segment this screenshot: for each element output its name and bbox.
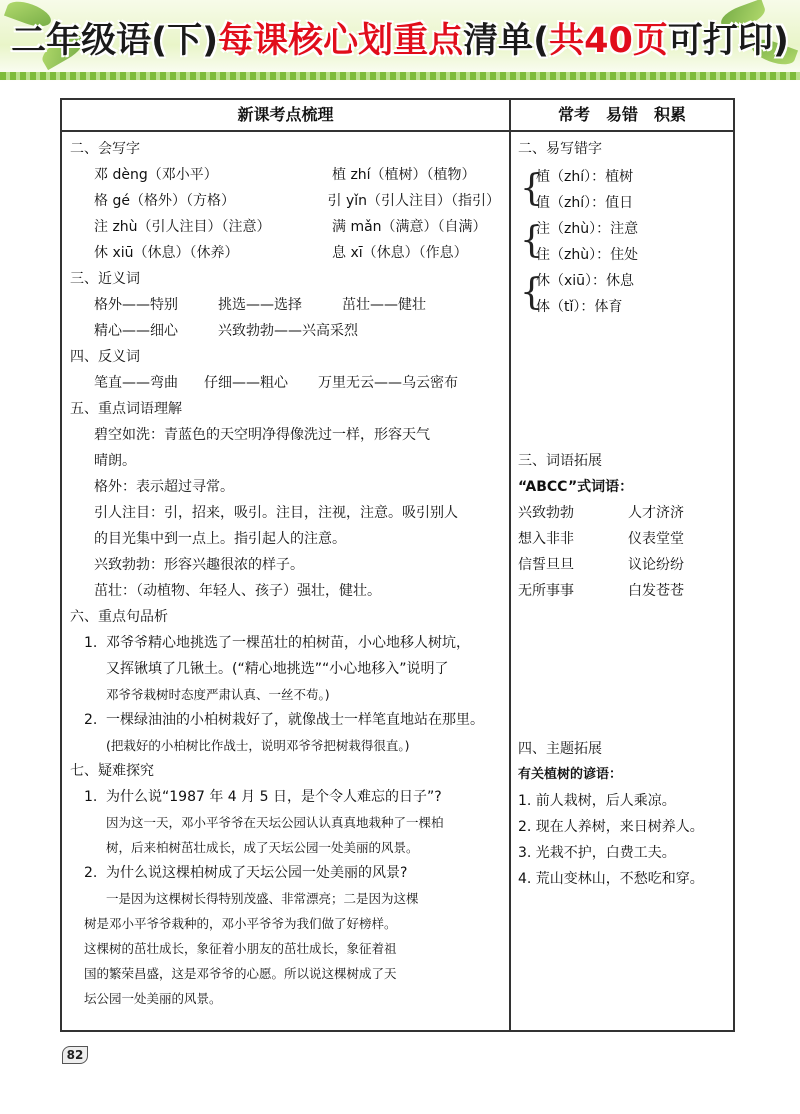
item-number: 2. [84,712,98,728]
grass-decoration [0,72,800,80]
section-title: 三、近义词 [70,271,140,287]
char-entry: 植 zhí（植树）（植物） [332,167,476,183]
list-item [518,578,730,604]
section-title: 五、重点词语理解 [70,401,182,417]
column-divider [509,130,511,1030]
item-number: 2. [84,865,98,881]
sentence-item [70,630,500,656]
answer-text: 坛公园一处美丽的风景。 [84,991,222,1006]
table-header-left: 新课考点梳理 [62,100,511,132]
spacer [518,320,730,448]
answer-text: 树是邓小平爷爷栽种的，邓小平爷爷为我们做了好榜样。 [84,916,397,931]
title-banner [0,0,800,82]
proverb-item: 2. 现在人养树，来日树养人。 [518,819,704,835]
item-number: 1. [84,635,98,651]
antonym: 万里无云——乌云密布 [318,375,458,391]
antonym: 笔直——弯曲 [94,375,178,391]
section-title: 六、重点句品析 [70,609,168,625]
title-part: 每课核心划重点 [218,21,464,61]
confusable-char: 植（zhí）：植树 [536,169,634,185]
subsection-title: 有关植树的谚语： [518,767,623,782]
left-column [70,136,500,1011]
notes-table [60,98,735,1032]
char-entry: 格 gé（格外）（方格） [94,193,235,209]
synonym: 挑选——选择 [218,297,302,313]
word-explanation: 晴朗。 [94,453,136,469]
title-part: 清单( [463,21,550,61]
abcc-word: 人才济济 [628,505,684,521]
section-title: 三、词语拓展 [518,453,602,469]
char-entry: 注 zhù（引人注目）（注意） [94,219,271,235]
list-item [518,552,730,578]
answer-text: 树，后来柏树茁壮成长，成了天坛公园一处美丽的风景。 [106,840,419,855]
confusable-char: 值（zhí）：值日 [536,195,634,211]
word-explanation: 茁壮：（动植物、年轻人、孩子）强壮，健壮。 [94,583,381,599]
question-item [70,860,500,886]
list-item [70,188,500,214]
answer-text: 这棵树的茁壮成长，象征着小朋友的茁壮成长，象征着祖 [84,941,397,956]
confusable-char: 注（zhù）：注意 [536,221,639,237]
subsection-title: “ABCC”式词语： [518,479,634,495]
spacer [518,604,730,736]
answer-text: 一是因为这棵树长得特别茂盛、非常漂亮；二是因为这棵 [106,891,419,906]
title-part: 二年级语(下) [11,21,219,61]
abcc-word: 议论纷纷 [628,557,684,573]
abcc-word: 想入非非 [518,531,574,547]
confusable-pair [518,216,730,268]
question-text: 为什么说这棵柏树成了天坛公园一处美丽的风景? [106,865,408,881]
list-item [70,292,500,318]
list-item [518,526,730,552]
abcc-word: 兴致勃勃 [518,505,574,521]
proverb-item: 4. 荒山变林山，不愁吃和穿。 [518,871,704,887]
char-entry: 休 xiū（休息）（休养） [94,245,239,261]
item-number: 1. [84,789,98,805]
right-column [518,136,730,892]
list-item [518,500,730,526]
word-explanation: 引人注目：引，招来，吸引。注目，注视，注意。吸引别人 [94,505,458,521]
answer-text: 国的繁荣昌盛，这是邓爷爷的心愿。所以说这棵树成了天 [84,966,397,981]
char-entry: 满 mǎn（满意）（自满） [332,219,487,235]
word-explanation: 碧空如洗：青蓝色的天空明净得像洗过一样，形容天气 [94,427,430,443]
brace-icon: { [520,272,543,313]
section-title: 二、会写字 [70,141,140,157]
synonym: 精心——细心 [94,323,178,339]
brace-icon: { [520,168,543,209]
confusable-char: 住（zhù）：住处 [536,247,639,263]
sentence-text: 邓爷爷精心地挑选了一棵茁壮的柏树苗，小心地移人树坑， [106,635,470,651]
sentence-text: 一棵绿油油的小柏树栽好了，就像战士一样笔直地站在那里。 [106,712,484,728]
abcc-word: 信誓旦旦 [518,557,574,573]
synonym: 茁壮——健壮 [342,297,426,313]
confusable-char: 休（xiū）：休息 [536,273,635,289]
table-header-right: 常考 易错 积累 [511,100,733,132]
list-item [70,162,500,188]
synonym: 兴致勃勃——兴高采烈 [218,323,358,339]
proverb-item: 3. 光栽不护，白费工夫。 [518,845,676,861]
word-explanation: 兴致勃勃：形容兴趣很浓的样子。 [94,557,304,573]
page-number: 82 [62,1046,88,1064]
sentence-text: 又挥锹填了几锹土。(“精心地挑选”“小心地移入”说明了 [106,661,449,677]
synonym: 格外——特别 [94,297,178,313]
abcc-word: 白发苍苍 [628,583,684,599]
list-item [70,214,500,240]
list-item [70,240,500,266]
sentence-note: 邓爷爷栽树时态度严肃认真、一丝不苟。) [106,687,330,702]
confusable-char: 体（tǐ）：体育 [536,299,623,315]
section-title: 七、疑难探究 [70,763,154,779]
question-item [70,784,500,810]
title-part: 可打印) [667,21,789,61]
confusable-pair [518,268,730,320]
word-explanation: 的目光集中到一点上。指引起人的注意。 [94,531,346,547]
char-entry: 引 yǐn（引人注目）（指引） [327,193,500,209]
char-entry: 息 xī（休息）（作息） [332,245,468,261]
word-explanation: 格外：表示超过寻常。 [94,479,234,495]
question-text: 为什么说“1987 年 4 月 5 日，是个令人难忘的日子”? [106,789,442,805]
section-title: 二、易写错字 [518,141,602,157]
section-title: 四、主题拓展 [518,741,602,757]
abcc-word: 无所事事 [518,583,574,599]
section-title: 四、反义词 [70,349,140,365]
sentence-item [70,707,500,733]
title-part: 共40页 [549,21,668,61]
sentence-note: (把栽好的小柏树比作战士，说明邓爷爷把树栽得很直。) [106,738,410,753]
brace-icon: { [520,220,543,261]
list-item [70,370,500,396]
char-entry: 邓 dèng（邓小平） [94,167,218,183]
proverb-item: 1. 前人栽树，后人乘凉。 [518,793,676,809]
answer-text: 因为这一天，邓小平爷爷在天坛公园认认真真地栽种了一棵柏 [106,815,444,830]
page-title [0,8,800,68]
abcc-word: 仪表堂堂 [628,531,684,547]
list-item [70,318,500,344]
antonym: 仔细——粗心 [204,375,288,391]
confusable-pair [518,164,730,216]
